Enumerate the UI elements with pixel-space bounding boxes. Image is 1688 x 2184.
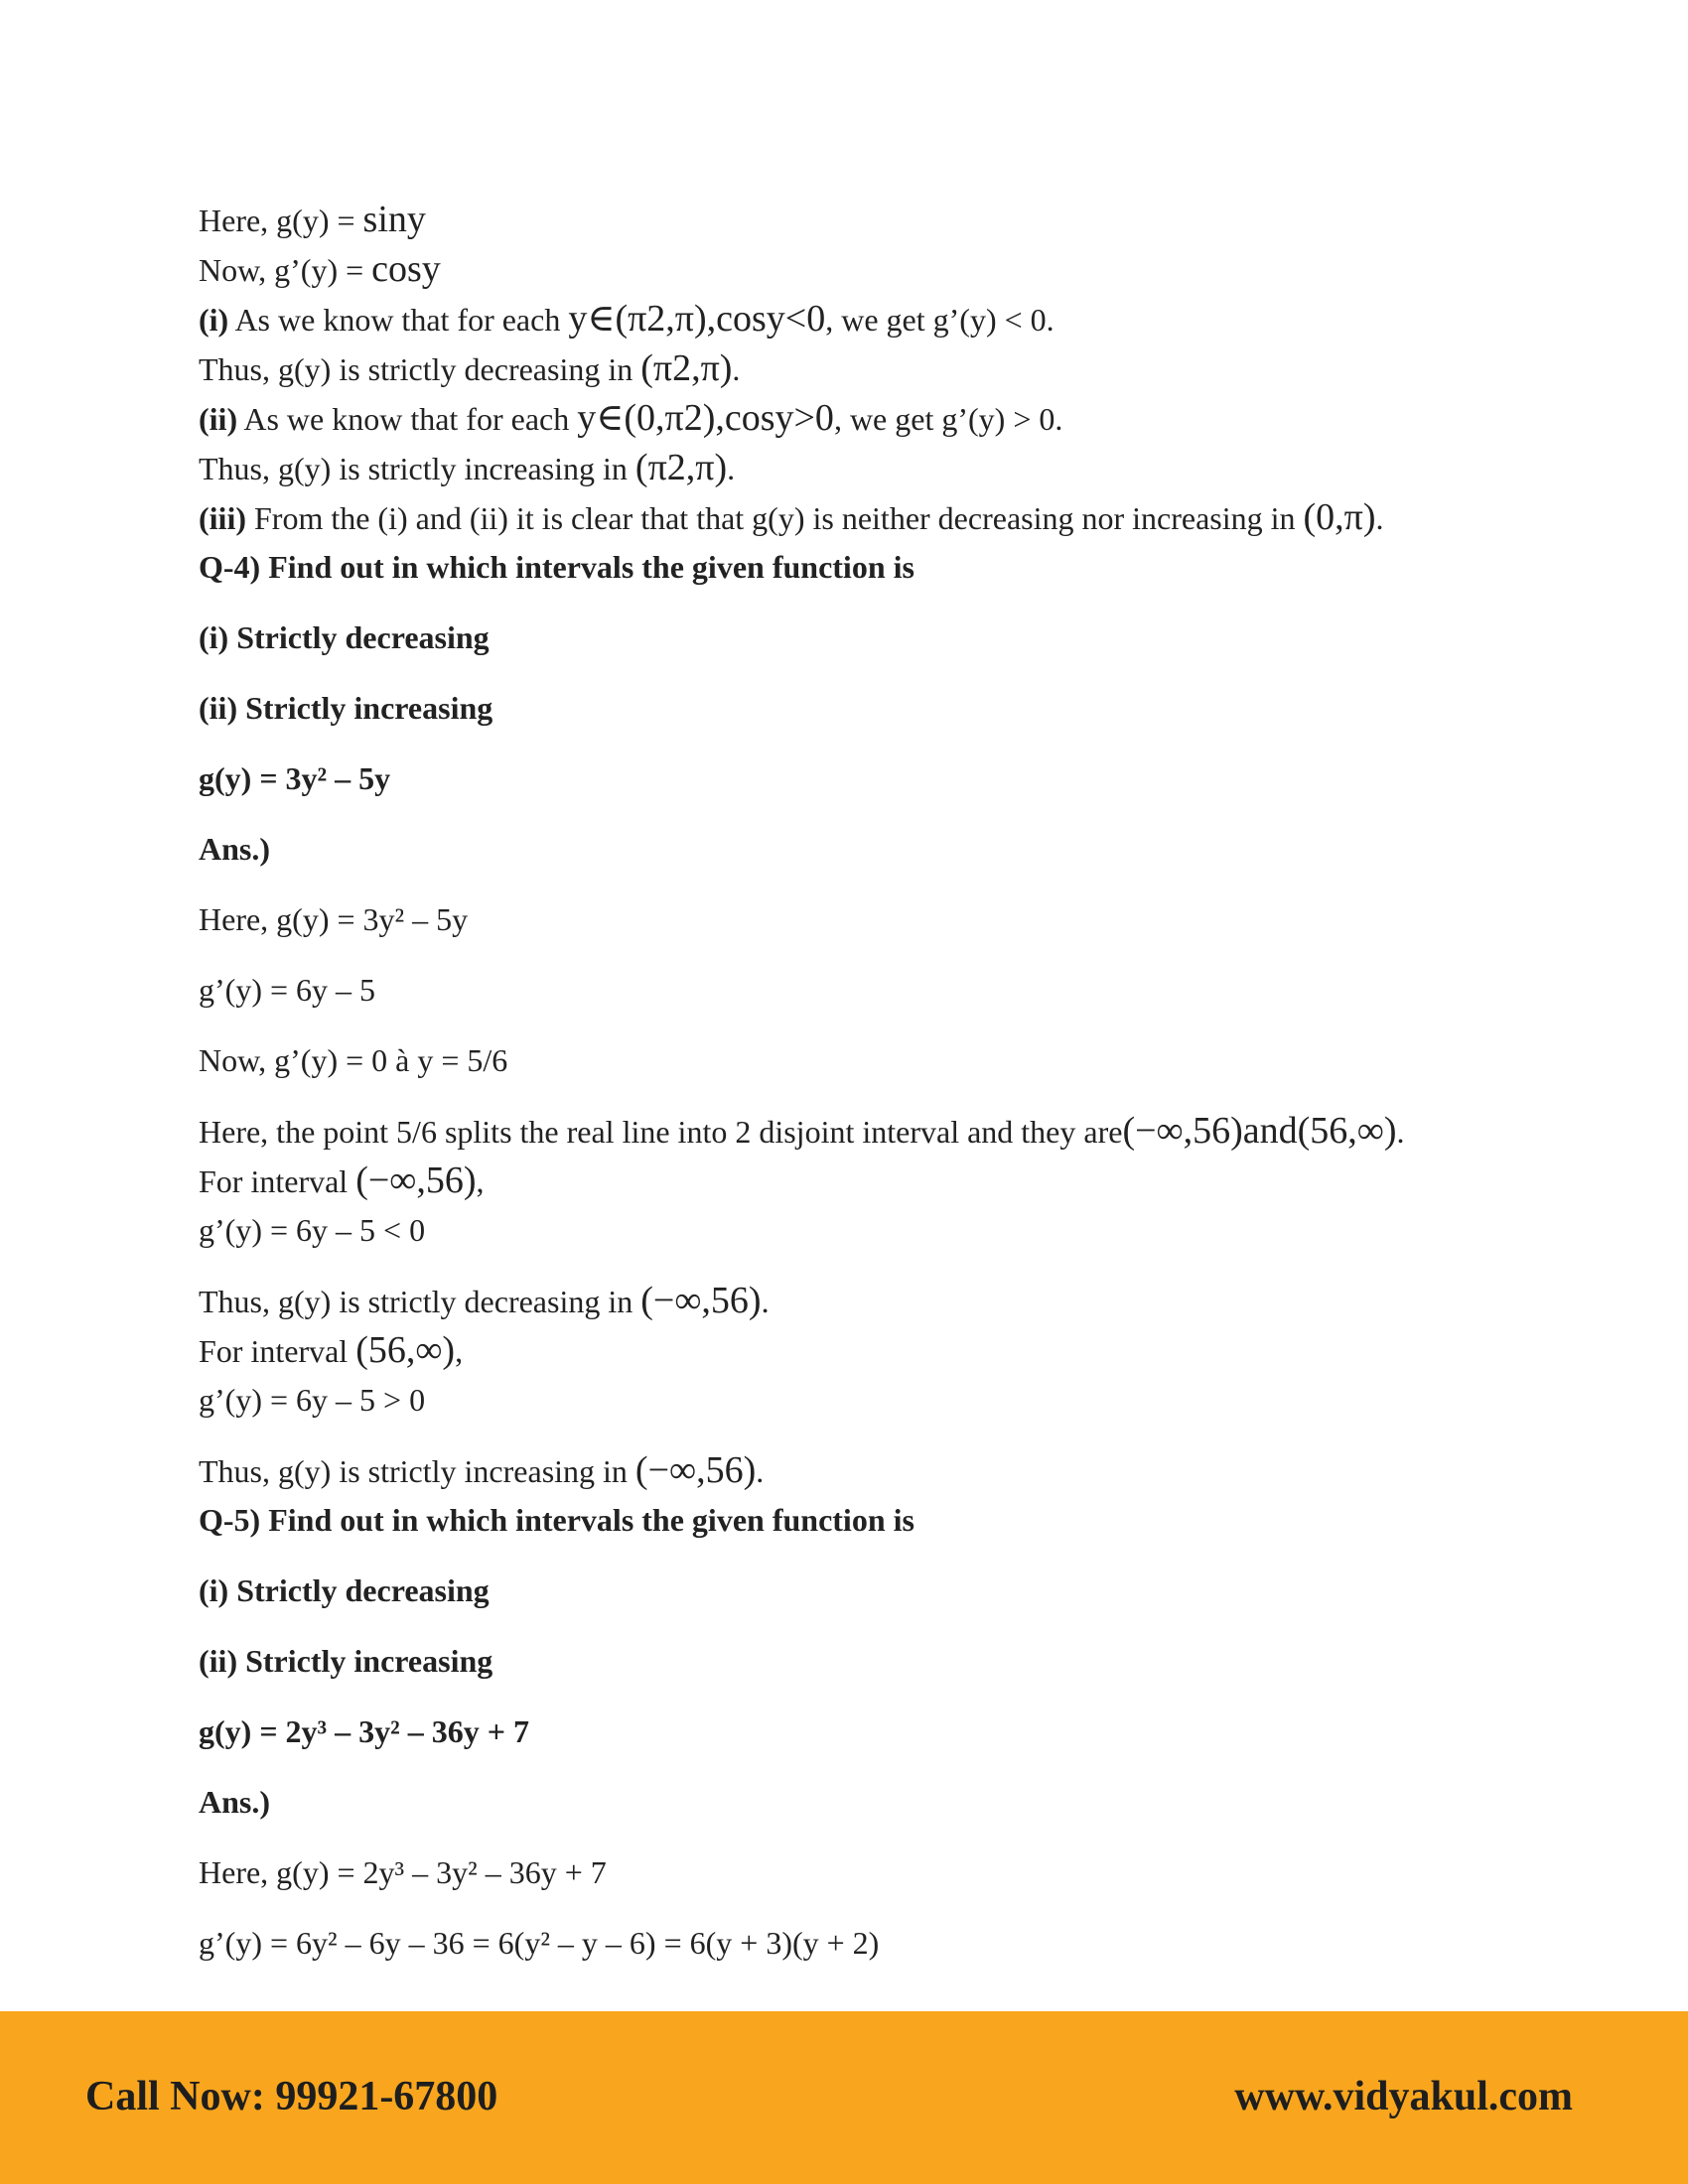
answer-label: Ans.) [199, 831, 271, 867]
text-line: Now, g’(y) = cosy [199, 248, 441, 290]
question-heading: Q-4) Find out in which intervals the given function is [199, 549, 914, 585]
text-line: Here, g(y) = 3y² – 5y [199, 901, 469, 937]
question-function: g(y) = 3y² – 5y [199, 760, 391, 796]
text-line: For interval (−∞,56), [199, 1160, 485, 1201]
math-expression: cosy [371, 248, 441, 290]
text-line: g’(y) = 6y – 5 [199, 972, 376, 1008]
question-part: (ii) Strictly increasing [199, 1643, 493, 1679]
question-part: (ii) Strictly increasing [199, 690, 493, 726]
website-link[interactable]: www.vidyakul.com [1234, 2074, 1573, 2119]
text-line: (ii) As we know that for each y∈(0,π2),cosy>0, we get g’(y) > 0. [199, 397, 1063, 439]
text-line: Here, g(y) = 2y³ – 3y² – 36y + 7 [199, 1854, 607, 1890]
question-heading: Q-5) Find out in which intervals the given function is [199, 1502, 914, 1538]
math-expression: y∈(π2,π),cosy<0 [568, 298, 826, 340]
text-line: For interval (56,∞), [199, 1329, 464, 1371]
question-function: g(y) = 2y³ – 3y² – 36y + 7 [199, 1713, 529, 1749]
math-expression: (−∞,56) [634, 1449, 757, 1491]
math-expression: (π2,π) [640, 347, 733, 389]
text-line: g’(y) = 6y – 5 > 0 [199, 1382, 426, 1418]
text-line: Now, g’(y) = 0 à y = 5/6 [199, 1042, 508, 1078]
math-expression: (0,π) [1303, 496, 1376, 538]
text-line: (iii) From the (i) and (ii) it is clear that that g(y) is neither decreasing nor increasing in (0,π). [199, 496, 1384, 538]
text-line: g’(y) = 6y² – 6y – 36 = 6(y² – y – 6) = 6(y + 3)(y + 2) [199, 1925, 880, 1961]
text-line: (i) As we know that for each y∈(π2,π),cosy<0, we get g’(y) < 0. [199, 298, 1055, 340]
text-line: Here, g(y) = siny [199, 199, 426, 240]
text-line: Thus, g(y) is strictly decreasing in (π2,π). [199, 347, 741, 389]
math-expression: (π2,π) [634, 447, 728, 488]
math-expression: y∈(0,π2),cosy>0 [577, 397, 834, 439]
answer-label: Ans.) [199, 1784, 271, 1820]
math-expression: siny [362, 199, 426, 240]
math-expression: (−∞,56)and(56,∞) [1122, 1110, 1397, 1152]
math-expression: (56,∞) [355, 1329, 456, 1371]
math-expression: (−∞,56) [355, 1160, 477, 1201]
document-body [199, 195, 1519, 1968]
text-line: Thus, g(y) is strictly increasing in (−∞,56). [199, 1449, 765, 1491]
math-expression: (−∞,56) [640, 1280, 762, 1321]
text-line: Here, the point 5/6 splits the real line into 2 disjoint interval and they are(−∞,56)and(56,∞). [199, 1110, 1405, 1152]
call-now-phone[interactable]: Call Now: 99921-67800 [85, 2074, 498, 2119]
footer-banner [0, 2011, 1688, 2184]
text-line: Thus, g(y) is strictly decreasing in (−∞,56). [199, 1280, 770, 1321]
question-part: (i) Strictly decreasing [199, 619, 490, 655]
text-line: Thus, g(y) is strictly increasing in (π2,π). [199, 447, 736, 488]
question-part: (i) Strictly decreasing [199, 1572, 490, 1608]
text-line: g’(y) = 6y – 5 < 0 [199, 1212, 426, 1248]
